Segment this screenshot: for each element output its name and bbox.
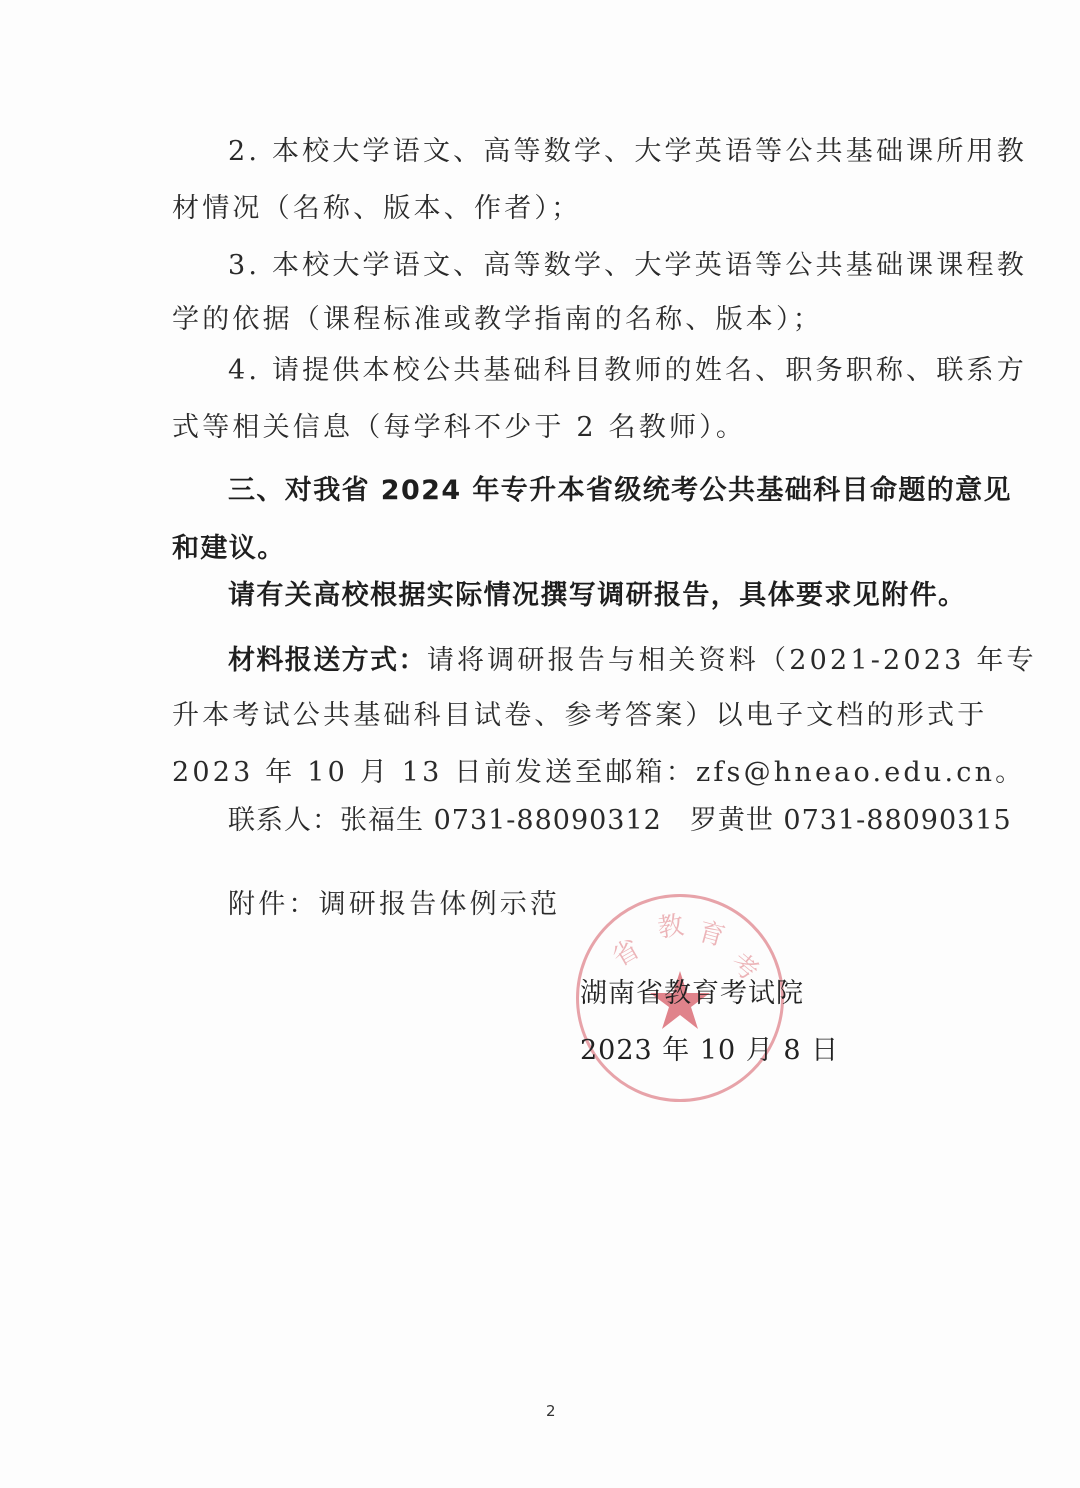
item-4-line-2: 式等相关信息（每学科不少于 2 名教师）。 [172,412,747,443]
signature-date: 2023 年 10 月 8 日 [580,1035,840,1066]
item-3-line-1: 3. 本校大学语文、高等数学、大学英语等公共基础课课程教 [228,250,1027,281]
request-text: 请有关高校根据实际情况撰写调研报告，具体要求见附件。 [228,580,967,611]
submission-line-1-text: 请将调研报告与相关资料（2021-2023 年专 [426,645,1037,676]
page-number: 2 [546,1402,556,1420]
submission-line-1 [228,643,1037,679]
attachment-note: 附件：调研报告体例示范 [228,889,561,920]
submission-label: 材料报送方式： [228,645,427,676]
section-3-heading-line-2: 和建议。 [172,533,286,564]
svg-text:教: 教 [655,910,686,944]
svg-text:省: 省 [607,934,646,974]
item-2-line-1: 2. 本校大学语文、高等数学、大学英语等公共基础课所用教 [228,136,1027,167]
contacts: 联系人：张福生 0731-88090312 罗黄世 0731-88090315 [228,805,1012,836]
item-2-line-2: 材情况（名称、版本、作者）； [172,193,582,224]
svg-text:育: 育 [695,916,729,953]
item-4-line-1: 4. 请提供本校公共基础科目教师的姓名、职务职称、联系方 [228,355,1027,386]
section-3-heading-line-1: 三、对我省 2024 年专升本省级统考公共基础科目命题的意见 [228,475,1012,506]
svg-text:考: 考 [724,947,764,988]
submission-line-3: 2023 年 10 月 13 日前发送至邮箱：zfs@hneao.edu.cn。 [172,757,1026,788]
signature-organization: 湖南省教育考试院 [580,978,804,1009]
submission-line-2: 升本考试公共基础科目试卷、参考答案）以电子文档的形式于 [172,700,988,731]
item-3-line-2: 学的依据（课程标准或教学指南的名称、版本）； [172,304,823,335]
